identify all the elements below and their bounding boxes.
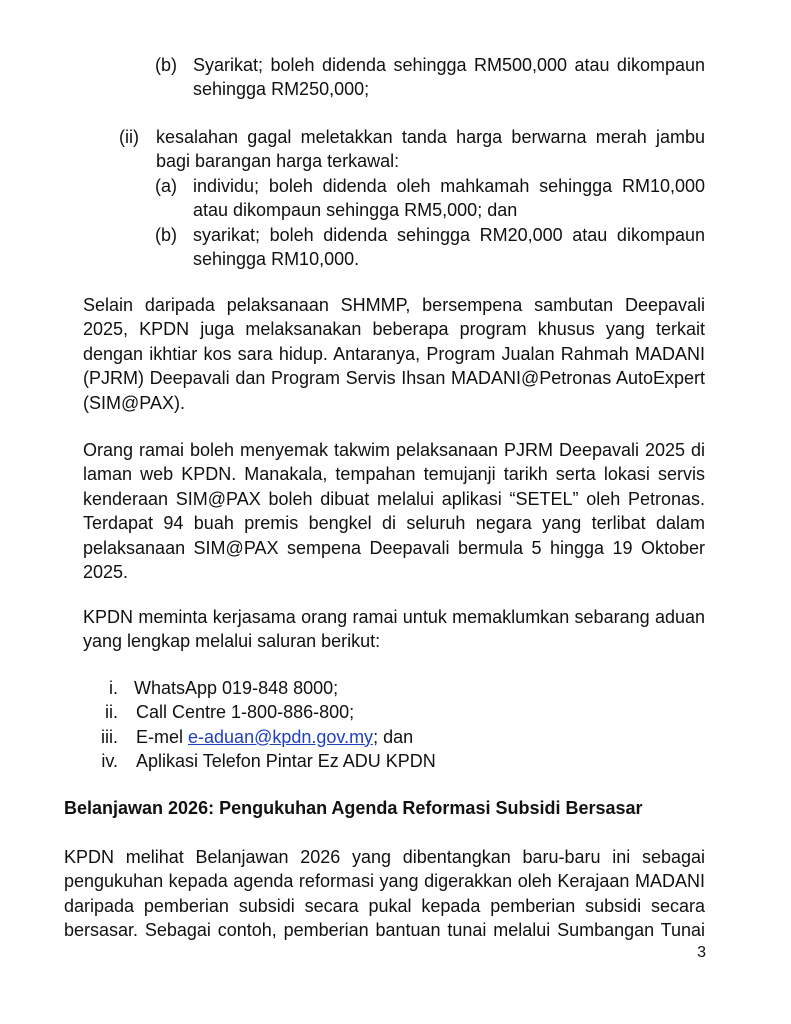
list-item-whatsapp: [83, 676, 705, 700]
clause-label: (b): [155, 224, 177, 245]
clause-label: (a): [155, 175, 177, 196]
text-line: syarikat; boleh didenda sehingga RM20,000 atau dikompaun: [193, 224, 705, 245]
clause-label: (b): [155, 55, 177, 75]
text-line: Orang ramai boleh menyemak takwim pelaksanaan PJRM Deepavali 2025 di: [83, 440, 705, 460]
text-line: kenderaan SIM@PAX boleh dibuat melalui aplikasi “SETEL” oleh Petronas.: [83, 488, 705, 509]
clause-label: (ii): [119, 127, 139, 147]
text-line: yang lengkap melalui saluran berikut:: [83, 631, 381, 652]
text-line: atau dikompaun sehingga RM5,000; dan: [193, 200, 518, 221]
text-line: Selain daripada pelaksanaan SHMMP, bersempena sambutan Deepavali: [83, 295, 705, 315]
text-line: 2025.: [83, 561, 129, 582]
text-line: sehingga RM10,000.: [193, 248, 360, 269]
text-line: Syarikat; boleh didenda sehingga RM500,000 atau dikompaun: [193, 55, 705, 75]
text-line: bersasar. Sebagai contoh, pemberian bantuan tunai melalui Sumbangan Tunai: [64, 920, 705, 941]
text-line: individu; boleh didenda oleh mahkamah sehingga RM10,000: [193, 175, 705, 196]
text-line: Terdapat 94 buah premis bengkel di seluruh negara yang terlibat dalam: [83, 513, 705, 534]
complaint-channels-list: [83, 676, 705, 774]
list-item-email: [83, 725, 705, 749]
paragraph-budget-2026: [64, 845, 705, 943]
text-line: daripada pemberian subsidi secara pukal kepada pemberian subsidi secara: [64, 895, 705, 916]
text-line: (PJRM) Deepavali dan Program Servis Ihsan MADANI@Petronas AutoExpert: [83, 368, 705, 389]
list-marker: iv.: [101, 751, 118, 772]
list-item-app: [83, 749, 705, 773]
text-line: KPDN melihat Belanjawan 2026 yang dibentangkan baru-baru ini sebagai: [64, 847, 705, 867]
list-marker: i.: [109, 678, 118, 698]
text-line: bagi barangan harga terkawal:: [156, 151, 400, 172]
clause-text: [156, 125, 705, 174]
page-number: 3: [697, 944, 706, 961]
text-line: kesalahan gagal meletakkan tanda harga berwarna merah jambu: [156, 127, 705, 147]
list-item-text: WhatsApp 019-848 8000;: [134, 678, 339, 698]
paragraph-complaints-intro: [83, 605, 705, 654]
text-line: pelaksanaan SIM@PAX sempena Deepavali bermula 5 hingga 19 Oktober: [83, 537, 705, 558]
list-marker: ii.: [105, 702, 118, 723]
list-item-text: [136, 725, 413, 749]
clause-text: [193, 174, 705, 223]
clause-text: [193, 53, 705, 102]
list-item-text: Aplikasi Telefon Pintar Ez ADU KPDN: [136, 751, 436, 772]
text-line: dengan ikhtiar kos sara hidup. Antaranya, Program Jualan Rahmah MADANI: [83, 343, 705, 364]
paragraph-schedule: [83, 438, 705, 584]
text-line: KPDN meminta kerjasama orang ramai untuk memaklumkan sebarang aduan: [83, 607, 705, 627]
list-item-text: Call Centre 1-800-886-800;: [136, 702, 355, 723]
text-line: laman web KPDN. Manakala, tempahan temujanji tarikh serta lokasi servis: [83, 464, 705, 485]
list-marker: iii.: [101, 726, 118, 747]
text-line: 2025, KPDN juga melaksanakan beberapa program khusus yang terkait: [83, 319, 705, 340]
list-item-call-centre: [83, 700, 705, 724]
email-suffix: ; dan: [373, 726, 414, 747]
text-line: (SIM@PAX).: [83, 392, 185, 413]
section-heading: Belanjawan 2026: Pengukuhan Agenda Reformasi Subsidi Bersasar: [64, 798, 643, 818]
email-link[interactable]: e-aduan@kpdn.gov.my: [188, 726, 374, 747]
text-line: pengukuhan kepada agenda reformasi yang digerakkan oleh Kerajaan MADANI: [64, 871, 705, 892]
text-line: sehingga RM250,000;: [193, 79, 370, 100]
email-prefix: E-mel: [136, 726, 189, 747]
clause-text: [193, 223, 705, 272]
paragraph-programs: [83, 293, 705, 415]
